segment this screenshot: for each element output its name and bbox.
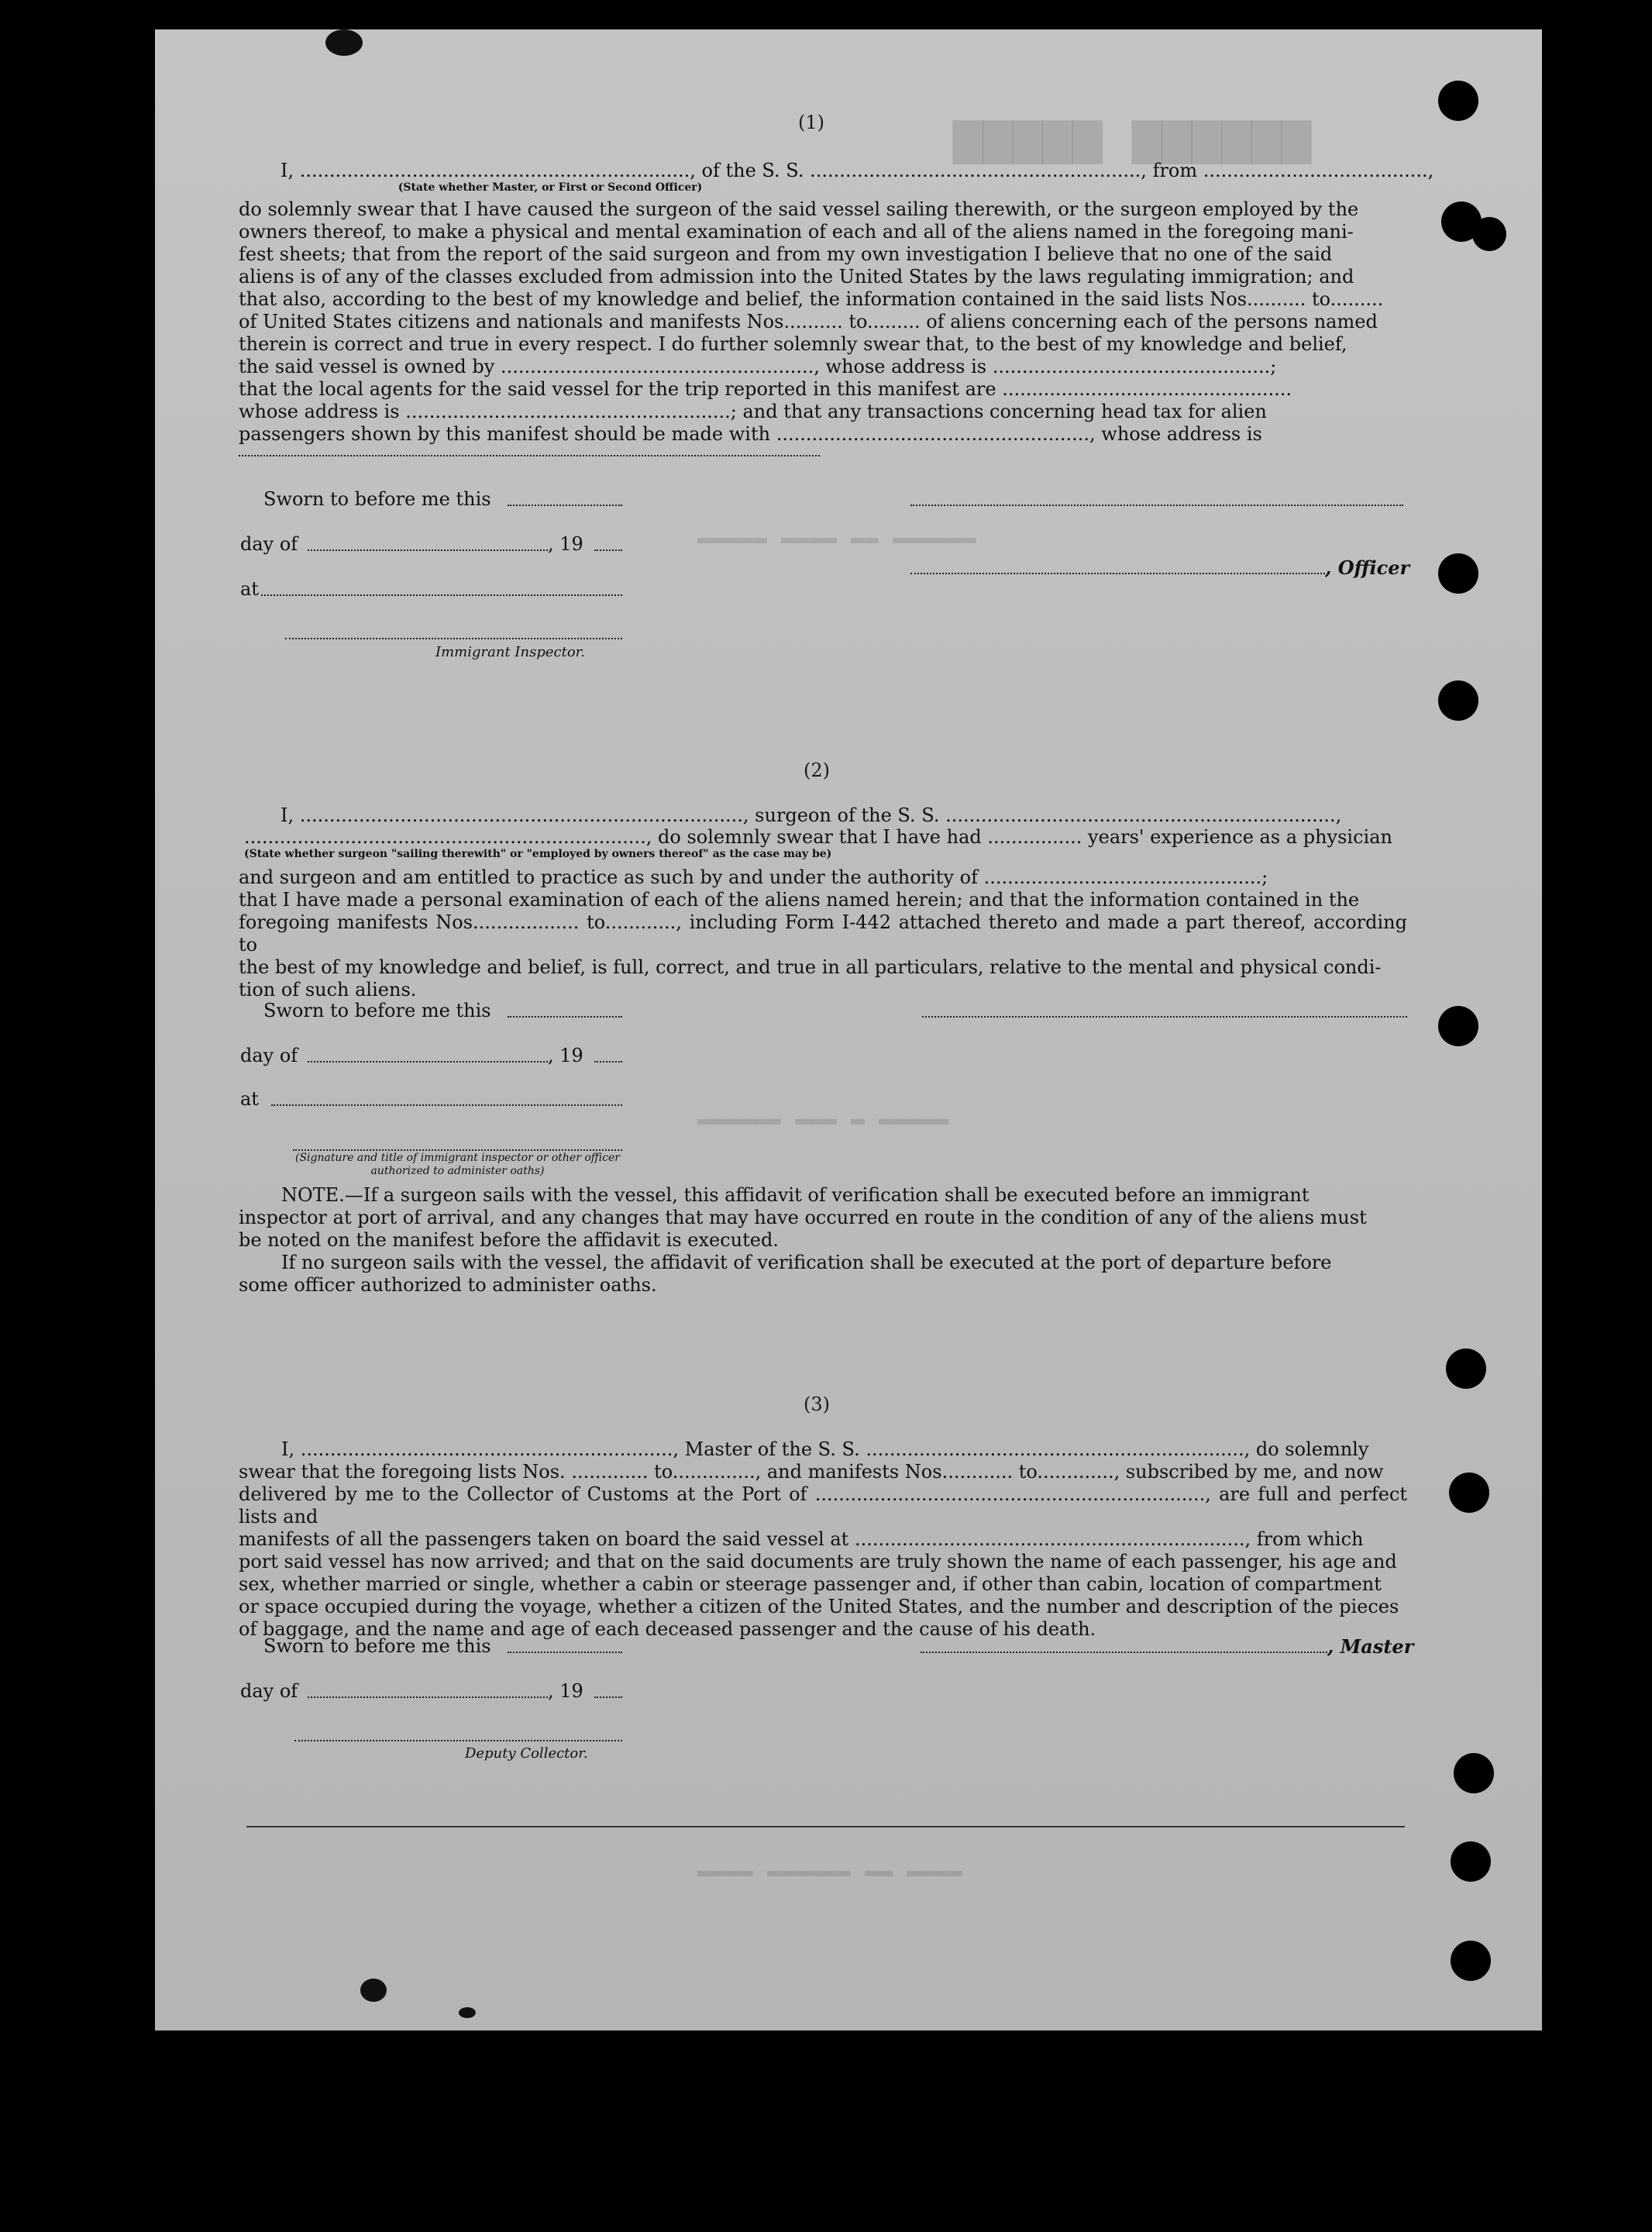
punch-hole bbox=[1438, 81, 1478, 121]
section-3-sworn-label: Sworn to before me this bbox=[263, 1635, 491, 1657]
section-2-line-1: I, ..........................................................................., surgeon of the S. S. .................................................................., bbox=[280, 804, 1342, 826]
punch-hole bbox=[1438, 553, 1478, 594]
punch-hole bbox=[1451, 1941, 1491, 1981]
oath-line: and surgeon and am entitled to practice as such by and under the authority of ...............................................; bbox=[239, 866, 1268, 888]
sworn-blank bbox=[508, 1015, 622, 1018]
section-2-year-label: , 19 bbox=[548, 1045, 583, 1066]
oath-line: that the local agents for the said vessel for the trip reported in this manifest are ................................................. bbox=[239, 378, 1292, 400]
immigrant-inspector-caption: Immigrant Inspector. bbox=[435, 644, 586, 660]
day-blank bbox=[308, 549, 548, 551]
day-blank bbox=[308, 1696, 548, 1698]
section-2-oath-text bbox=[239, 866, 1407, 1001]
punch-hole bbox=[1451, 1841, 1491, 1882]
section-3-year-label: , 19 bbox=[548, 1680, 583, 1702]
oath-line: passengers shown by this manifest should be made with ....................................................., whose address is bbox=[239, 423, 1262, 445]
section-2-line-2: ...................................................................., do solemnly swear that I have had ................ years' experience as a physician bbox=[244, 826, 1392, 848]
section-3-oath-text bbox=[239, 1438, 1407, 1641]
section-2-sworn-label: Sworn to before me this bbox=[263, 1000, 491, 1021]
at-blank bbox=[271, 1104, 622, 1106]
section-1-master-line: I, .................................................................., of the S. S. ........................................................, from ......................................, bbox=[280, 160, 1434, 181]
punch-hole bbox=[1472, 217, 1506, 251]
officer-blank bbox=[910, 572, 1325, 574]
bleed-through-rows-3: ▬▬▬▬ ▬▬▬▬▬▬ ▬▬ ▬▬▬▬ bbox=[697, 1858, 963, 1885]
section-3-number: (3) bbox=[804, 1393, 830, 1415]
note-line: NOTE.—If a surgeon sails with the vessel, this affidavit of verification shall be executed before an immigrant bbox=[281, 1184, 1310, 1206]
year-blank bbox=[594, 1696, 622, 1698]
bleed-through-rows-2: ▬▬▬▬▬▬ ▬▬▬ ▬ ▬▬▬▬▬ bbox=[697, 1107, 949, 1133]
section-1-number: (1) bbox=[798, 112, 824, 133]
oath-line: fest sheets; that from the report of the said surgeon and from my own investigation I believe that no one of the said bbox=[239, 243, 1333, 265]
inspector-signature-blank bbox=[293, 1149, 622, 1151]
section-1-sworn-label: Sworn to before me this bbox=[263, 488, 491, 510]
punch-hole bbox=[1449, 1472, 1489, 1513]
master-signature-blank bbox=[921, 1651, 1327, 1653]
note-line: some officer authorized to administer oaths. bbox=[239, 1274, 657, 1296]
section-2-at-label: at bbox=[240, 1088, 259, 1110]
oath-line: that also, according to the best of my knowledge and belief, the information contained in the said lists Nos.......... to......... bbox=[239, 288, 1384, 310]
signature-title-caption: (Signature and title of immigrant inspector or other officer authorized to administer oaths) bbox=[295, 1152, 620, 1177]
section-1-master-caption: (State whether Master, or First or Second Officer) bbox=[398, 181, 703, 194]
punch-hole bbox=[1454, 1753, 1494, 1793]
officer-signature-blank bbox=[910, 504, 1403, 506]
signature-blank bbox=[922, 1015, 1407, 1018]
manifest-back-page bbox=[155, 29, 1542, 2030]
section-1-day-label: day of bbox=[240, 533, 298, 555]
section-2-number: (2) bbox=[804, 760, 830, 781]
oath-line: the best of my knowledge and belief, is full, correct, and true in all particulars, relative to the mental and physical condi- bbox=[239, 956, 1382, 978]
section-2-day-label: day of bbox=[240, 1045, 298, 1066]
year-blank bbox=[594, 1060, 622, 1063]
punch-hole bbox=[1446, 1348, 1486, 1389]
address-blank bbox=[239, 454, 820, 456]
oath-line: that I have made a personal examination of each of the aliens named herein; and that the information contained in the bbox=[239, 889, 1360, 911]
oath-line: of baggage, and the name and age of each deceased passenger and the cause of his death. bbox=[239, 1618, 1096, 1640]
ink-stain bbox=[325, 29, 363, 56]
at-blank bbox=[261, 594, 622, 596]
note-line: be noted on the manifest before the affidavit is executed. bbox=[239, 1229, 779, 1251]
oath-line: swear that the foregoing lists Nos. ............. to.............., and manifests Nos............ to............., subscribed by me, and now bbox=[239, 1461, 1384, 1483]
collector-signature-blank bbox=[294, 1739, 622, 1741]
sworn-blank bbox=[508, 1651, 622, 1653]
officer-label: , Officer bbox=[1325, 556, 1410, 579]
day-blank bbox=[308, 1060, 548, 1063]
oath-line: port said vessel has now arrived; and that on the said documents are truly shown the name of each passenger, his age and bbox=[239, 1551, 1397, 1572]
oath-line: sex, whether married or single, whether a cabin or steerage passenger and, if other than cabin, location of compartment bbox=[239, 1573, 1382, 1595]
oath-line: owners thereof, to make a physical and mental examination of each and all of the aliens named in the foregoing mani- bbox=[239, 221, 1354, 243]
note-line: inspector at port of arrival, and any changes that may have occurred en route in the condition of any of the aliens must bbox=[239, 1207, 1367, 1228]
oath-line: tion of such aliens. bbox=[239, 979, 417, 1001]
oath-line: or space occupied during the voyage, whether a citizen of the United States, and the number and description of the pieces bbox=[239, 1596, 1399, 1617]
section-1-at-label: at bbox=[240, 578, 259, 600]
bleed-through-rows: ▬▬▬▬▬ ▬▬▬▬ ▬▬ ▬▬▬▬▬▬ bbox=[697, 525, 977, 552]
punch-hole bbox=[1438, 680, 1478, 721]
ink-stain bbox=[360, 1979, 387, 2002]
oath-line: do solemnly swear that I have caused the surgeon of the said vessel sailing therewith, or the surgeon employed by the bbox=[239, 198, 1359, 220]
deputy-collector-caption: Deputy Collector. bbox=[465, 1745, 588, 1762]
section-1-year-label: , 19 bbox=[548, 533, 583, 555]
oath-line: manifests of all the passengers taken on board the said vessel at .................................................................., from which bbox=[239, 1528, 1364, 1550]
surgeon-caption: (State whether surgeon "sailing therewith" or "employed by owners thereof" as the case may be) bbox=[244, 848, 832, 860]
oath-line: foregoing manifests Nos.................. to............, including Form I-442 attached thereto and made a part thereof, according to bbox=[239, 911, 1407, 956]
oath-line: I, ..............................................................., Master of the S. S. ................................................................, do solemnly bbox=[281, 1438, 1369, 1460]
bottom-rule bbox=[246, 1826, 1405, 1827]
punch-hole bbox=[1438, 1006, 1478, 1046]
note-line: If no surgeon sails with the vessel, the affidavit of verification shall be executed at the port of departure before bbox=[281, 1252, 1332, 1273]
oath-line: therein is correct and true in every respect. I do further solemnly swear that, to the best of my knowledge and belief, bbox=[239, 333, 1347, 355]
inspector-signature-blank bbox=[285, 637, 622, 639]
year-blank bbox=[594, 549, 622, 551]
oath-line: the said vessel is owned by ....................................................., whose address is ...............................................; bbox=[239, 356, 1277, 377]
sworn-blank bbox=[508, 504, 622, 506]
master-label: , Master bbox=[1327, 1635, 1414, 1658]
oath-line: aliens is of any of the classes excluded from admission into the United States by the laws regulating immigration; and bbox=[239, 266, 1354, 288]
oath-line: whose address is .......................................................; and that any transactions concerning head tax for alien bbox=[239, 401, 1267, 422]
section-1-oath-text bbox=[239, 198, 1407, 446]
oath-line: delivered by me to the Collector of Customs at the Port of .................................................................., are full and perfect lists and bbox=[239, 1483, 1407, 1528]
bleed-through-header: ▆▆▆▆▆▆ ▆▆▆▆▆ bbox=[953, 112, 1312, 167]
section-3-day-label: day of bbox=[240, 1680, 298, 1702]
oath-line: of United States citizens and nationals and manifests Nos.......... to......... of aliens concerning each of the persons named bbox=[239, 311, 1378, 332]
ink-stain bbox=[459, 2007, 476, 2018]
section-2-note bbox=[239, 1184, 1407, 1297]
